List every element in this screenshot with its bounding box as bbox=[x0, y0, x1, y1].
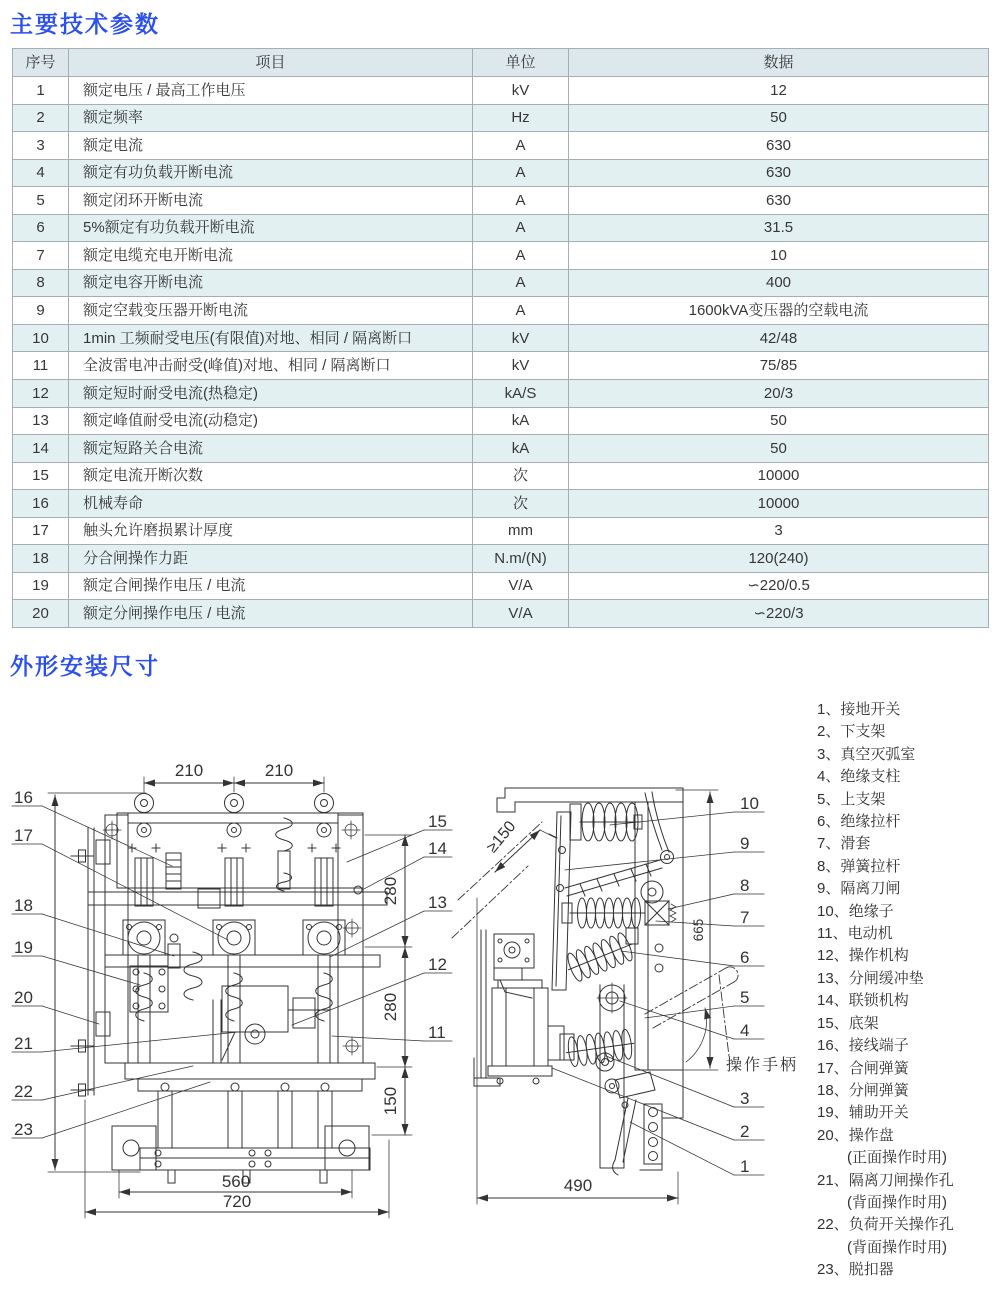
part-name: 分闸缓冲垫 bbox=[848, 969, 924, 987]
table-row bbox=[13, 297, 989, 325]
header-item: 项目 bbox=[69, 49, 473, 77]
cell-index: 17 bbox=[13, 517, 69, 545]
table-row bbox=[13, 324, 989, 352]
cell-item: 额定电流开断次数 bbox=[69, 462, 473, 490]
cell-value: 10 bbox=[569, 242, 989, 270]
callout-19: 19 bbox=[14, 938, 33, 957]
part-number: 23、 bbox=[817, 1261, 849, 1279]
cell-value: 1600kVA变压器的空载电流 bbox=[569, 297, 989, 325]
part-note: (背面操作时用) bbox=[847, 1193, 947, 1211]
part-name: 下支架 bbox=[840, 723, 886, 741]
cell-value: 3 bbox=[569, 517, 989, 545]
part-number: 17、 bbox=[817, 1059, 849, 1077]
table-row bbox=[13, 269, 989, 297]
cell-item: 额定空载变压器开断电流 bbox=[69, 297, 473, 325]
part-number: 11、 bbox=[817, 925, 848, 943]
dim-280-upper: 280 bbox=[381, 876, 400, 906]
part-number: 14、 bbox=[817, 992, 849, 1010]
part-number: 3、 bbox=[817, 745, 841, 763]
cell-value: 20/3 bbox=[569, 380, 989, 408]
cell-index: 20 bbox=[13, 600, 69, 628]
cell-index: 18 bbox=[13, 545, 69, 573]
header-unit: 单位 bbox=[473, 49, 569, 77]
cell-item: 额定有功负载开断电流 bbox=[69, 159, 473, 187]
cell-value: ∽220/0.5 bbox=[569, 572, 989, 600]
cell-index: 3 bbox=[13, 132, 69, 160]
cell-item: 额定短时耐受电流(热稳定) bbox=[69, 380, 473, 408]
callout-17: 17 bbox=[14, 826, 33, 845]
cell-item: 额定电缆充电开断电流 bbox=[69, 242, 473, 270]
part-name: 脱扣器 bbox=[848, 1261, 894, 1279]
table-row bbox=[13, 104, 989, 132]
cell-unit: kV bbox=[473, 324, 569, 352]
callout-21: 21 bbox=[14, 1034, 33, 1053]
part-number: 8、 bbox=[817, 857, 841, 875]
part-name: 电动机 bbox=[847, 925, 893, 943]
part-name: 分闸弹簧 bbox=[848, 1081, 909, 1099]
cell-value: 400 bbox=[569, 269, 989, 297]
cell-unit: A bbox=[473, 269, 569, 297]
part-note: (正面操作时用) bbox=[847, 1149, 947, 1167]
part-name: 负荷开关操作孔 bbox=[848, 1216, 954, 1234]
cell-index: 12 bbox=[13, 380, 69, 408]
part-number: 10、 bbox=[817, 902, 849, 920]
part-number: 18、 bbox=[817, 1081, 849, 1099]
callout-10: 10 bbox=[740, 794, 759, 813]
cell-index: 14 bbox=[13, 435, 69, 463]
table-row bbox=[13, 572, 989, 600]
callout-8: 8 bbox=[740, 876, 750, 895]
cell-value: 42/48 bbox=[569, 324, 989, 352]
cell-value: 630 bbox=[569, 187, 989, 215]
dim-150: 150 bbox=[381, 1086, 400, 1116]
cell-value: 12 bbox=[569, 77, 989, 105]
part-name: 滑套 bbox=[840, 835, 871, 853]
part-number: 12、 bbox=[817, 947, 849, 965]
part-number: 9、 bbox=[817, 880, 841, 898]
callout-4: 4 bbox=[740, 1021, 750, 1040]
table-header-row bbox=[13, 49, 989, 77]
part-number: 13、 bbox=[817, 969, 849, 987]
callout-13: 13 bbox=[428, 893, 447, 912]
callout-5: 5 bbox=[740, 988, 750, 1007]
cell-item: 额定频率 bbox=[69, 104, 473, 132]
cell-value: 50 bbox=[569, 104, 989, 132]
table-row bbox=[13, 407, 989, 435]
cell-unit: Hz bbox=[473, 104, 569, 132]
cell-index: 7 bbox=[13, 242, 69, 270]
cell-unit: A bbox=[473, 297, 569, 325]
cell-item: 触头允许磨损累计厚度 bbox=[69, 517, 473, 545]
table-row bbox=[13, 545, 989, 573]
outline-installation-drawing bbox=[0, 690, 1000, 1312]
cell-item: 全波雷电冲击耐受(峰值)对地、相同 / 隔离断口 bbox=[69, 352, 473, 380]
table-row bbox=[13, 187, 989, 215]
callout-1: 1 bbox=[740, 1157, 750, 1176]
part-name: 底架 bbox=[848, 1014, 879, 1032]
cell-value: 10000 bbox=[569, 462, 989, 490]
table-row bbox=[13, 600, 989, 628]
dim-720: 720 bbox=[222, 1192, 252, 1211]
part-name: 弹簧拉杆 bbox=[840, 857, 901, 875]
callout-15: 15 bbox=[428, 812, 447, 831]
cell-unit: A bbox=[473, 214, 569, 242]
cell-unit: 次 bbox=[473, 462, 569, 490]
cell-index: 4 bbox=[13, 159, 69, 187]
cell-value: 75/85 bbox=[569, 352, 989, 380]
cell-index: 15 bbox=[13, 462, 69, 490]
part-name: 合闸弹簧 bbox=[848, 1059, 909, 1077]
cell-index: 8 bbox=[13, 269, 69, 297]
part-number: 20、 bbox=[817, 1126, 849, 1144]
part-number: 21、 bbox=[817, 1171, 849, 1189]
table-row bbox=[13, 490, 989, 518]
table-row bbox=[13, 462, 989, 490]
callout-14: 14 bbox=[428, 839, 447, 858]
dim-560: 560 bbox=[221, 1172, 251, 1191]
callout-18: 18 bbox=[14, 896, 33, 915]
cell-index: 6 bbox=[13, 214, 69, 242]
table-row bbox=[13, 132, 989, 160]
dim-210-left: 210 bbox=[174, 761, 204, 780]
callout-16: 16 bbox=[14, 788, 33, 807]
part-name: 隔离刀闸 bbox=[840, 880, 901, 898]
cell-unit: kV bbox=[473, 77, 569, 105]
cell-item: 额定合闸操作电压 / 电流 bbox=[69, 572, 473, 600]
table-row bbox=[13, 77, 989, 105]
part-name: 绝缘支柱 bbox=[840, 768, 901, 786]
cell-index: 13 bbox=[13, 407, 69, 435]
part-name: 接地开关 bbox=[840, 701, 901, 718]
table-row bbox=[13, 159, 989, 187]
cell-index: 19 bbox=[13, 572, 69, 600]
parameters-table bbox=[12, 48, 989, 628]
part-name: 绝缘拉杆 bbox=[840, 813, 901, 831]
cell-unit: A bbox=[473, 159, 569, 187]
part-name: 操作盘 bbox=[848, 1126, 894, 1144]
cell-unit: A bbox=[473, 187, 569, 215]
cell-item: 分合闸操作力距 bbox=[69, 545, 473, 573]
callout-7: 7 bbox=[740, 908, 750, 927]
dim-210-right: 210 bbox=[264, 761, 294, 780]
part-number: 4、 bbox=[817, 768, 841, 786]
cell-item: 额定分闸操作电压 / 电流 bbox=[69, 600, 473, 628]
cell-index: 10 bbox=[13, 324, 69, 352]
cell-value: 50 bbox=[569, 435, 989, 463]
header-value: 数据 bbox=[569, 49, 989, 77]
part-number: 19、 bbox=[817, 1104, 849, 1122]
callout-22: 22 bbox=[14, 1082, 33, 1101]
cell-value: 50 bbox=[569, 407, 989, 435]
handle-label: 操作手柄 bbox=[726, 1057, 799, 1074]
cell-unit: 次 bbox=[473, 490, 569, 518]
cell-item: 额定闭环开断电流 bbox=[69, 187, 473, 215]
table-row bbox=[13, 214, 989, 242]
header-index: 序号 bbox=[13, 49, 69, 77]
part-name: 联锁机构 bbox=[848, 992, 909, 1010]
callout-6: 6 bbox=[740, 948, 750, 967]
dim-490: 490 bbox=[563, 1176, 593, 1195]
dim-280-lower: 280 bbox=[381, 992, 400, 1022]
cell-item: 额定电容开断电流 bbox=[69, 269, 473, 297]
part-name: 绝缘子 bbox=[848, 902, 894, 920]
section-title-specs: 主要技术参数 bbox=[10, 11, 160, 37]
cell-unit: kA bbox=[473, 435, 569, 463]
part-name: 隔离刀闸操作孔 bbox=[848, 1171, 954, 1189]
cell-unit: kA/S bbox=[473, 380, 569, 408]
section-title-dimensions: 外形安装尺寸 bbox=[10, 653, 160, 679]
cell-unit: A bbox=[473, 242, 569, 270]
cell-item: 1min 工频耐受电压(有限值)对地、相同 / 隔离断口 bbox=[69, 324, 473, 352]
part-number: 22、 bbox=[817, 1216, 849, 1234]
callout-9: 9 bbox=[740, 834, 750, 853]
dim-clearance-150: ≥150 bbox=[483, 818, 520, 857]
part-number: 15、 bbox=[817, 1014, 849, 1032]
part-note: (背面操作时用) bbox=[847, 1238, 947, 1256]
part-number: 7、 bbox=[817, 835, 841, 853]
cell-item: 额定短路关合电流 bbox=[69, 435, 473, 463]
callout-23: 23 bbox=[14, 1120, 33, 1139]
cell-item: 机械寿命 bbox=[69, 490, 473, 518]
cell-unit: A bbox=[473, 132, 569, 160]
part-name: 真空灭弧室 bbox=[840, 745, 916, 763]
cell-item: 额定电压 / 最高工作电压 bbox=[69, 77, 473, 105]
cell-unit: mm bbox=[473, 517, 569, 545]
table-row bbox=[13, 517, 989, 545]
part-number: 5、 bbox=[817, 790, 841, 808]
cell-unit: N.m/(N) bbox=[473, 545, 569, 573]
cell-index: 1 bbox=[13, 77, 69, 105]
cell-value: ∽220/3 bbox=[569, 600, 989, 628]
cell-value: 630 bbox=[569, 132, 989, 160]
part-name: 上支架 bbox=[840, 790, 886, 808]
side-view-drawing bbox=[452, 788, 798, 1204]
cell-index: 16 bbox=[13, 490, 69, 518]
cell-unit: V/A bbox=[473, 572, 569, 600]
cell-value: 31.5 bbox=[569, 214, 989, 242]
table-row bbox=[13, 435, 989, 463]
cell-index: 11 bbox=[13, 352, 69, 380]
cell-value: 630 bbox=[569, 159, 989, 187]
cell-index: 9 bbox=[13, 297, 69, 325]
cell-item: 5%额定有功负载开断电流 bbox=[69, 214, 473, 242]
cell-item: 额定峰值耐受电流(动稳定) bbox=[69, 407, 473, 435]
cell-value: 120(240) bbox=[569, 545, 989, 573]
callout-12: 12 bbox=[428, 955, 447, 974]
table-row bbox=[13, 380, 989, 408]
part-number: 6、 bbox=[817, 813, 841, 831]
cell-unit: V/A bbox=[473, 600, 569, 628]
cell-unit: kV bbox=[473, 352, 569, 380]
dim-665: 665 bbox=[691, 918, 706, 942]
part-name: 操作机构 bbox=[848, 947, 909, 965]
callout-3: 3 bbox=[740, 1089, 750, 1108]
cell-unit: kA bbox=[473, 407, 569, 435]
part-number: 2、 bbox=[817, 723, 841, 741]
cell-item: 额定电流 bbox=[69, 132, 473, 160]
callout-11: 11 bbox=[428, 1023, 446, 1042]
table-row bbox=[13, 352, 989, 380]
cell-value: 10000 bbox=[569, 490, 989, 518]
cell-index: 5 bbox=[13, 187, 69, 215]
part-name: 接线端子 bbox=[848, 1037, 909, 1055]
part-name: 辅助开关 bbox=[848, 1104, 909, 1122]
cell-index: 2 bbox=[13, 104, 69, 132]
part-number: 16、 bbox=[817, 1037, 849, 1055]
front-view-drawing bbox=[12, 761, 452, 1218]
part-number: 1、 bbox=[817, 701, 841, 718]
callout-20: 20 bbox=[14, 988, 33, 1007]
callout-2: 2 bbox=[740, 1122, 750, 1141]
table-row bbox=[13, 242, 989, 270]
